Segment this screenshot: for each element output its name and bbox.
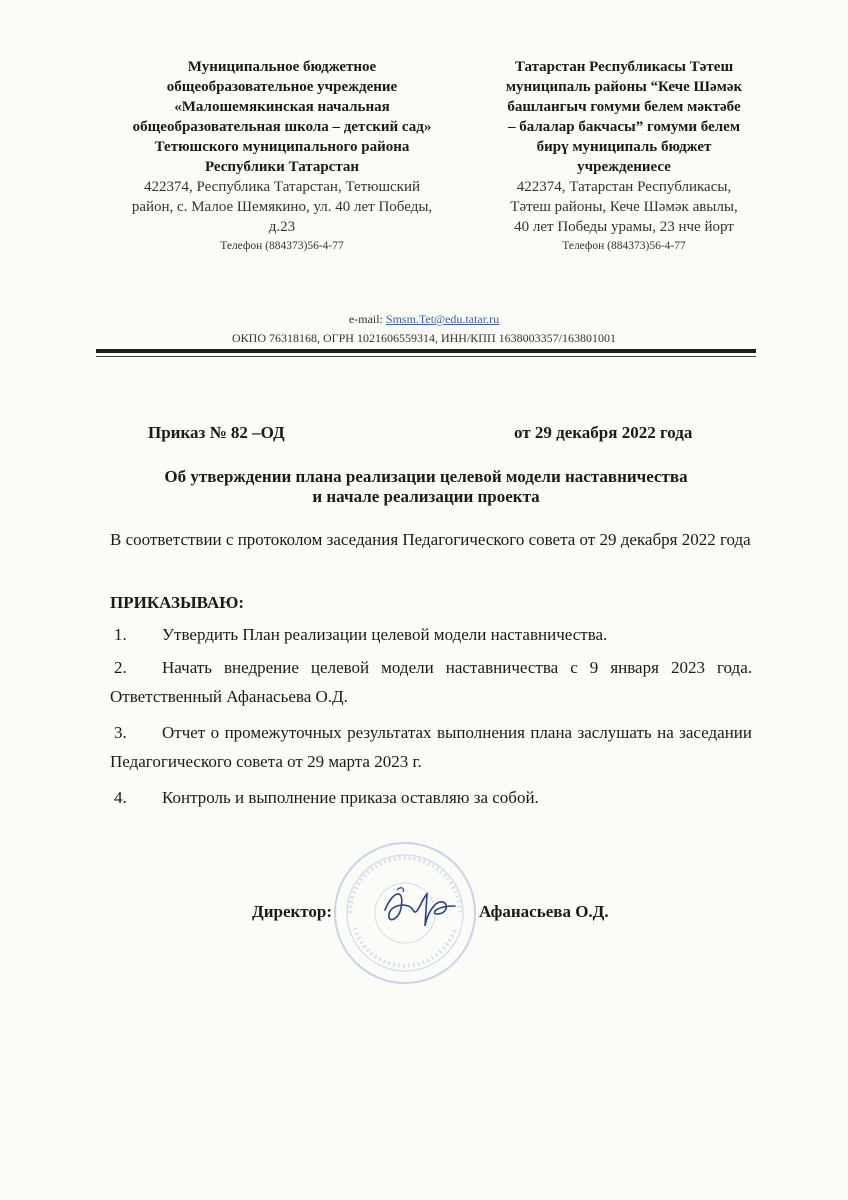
header-left-line: Тетюшского муниципального района (154, 139, 410, 155)
header-left-line: общеобразовательная школа – детский сад» (132, 119, 432, 135)
order-item (110, 718, 752, 776)
header-right-address: Тәтеш районы, Кече Шәмәк авылы, (510, 199, 738, 215)
order-title (120, 467, 732, 507)
email-line (0, 312, 848, 327)
order-item-text: Утвердить План реализации целевой модели наставничества. (162, 625, 608, 644)
signature-label: Директор: (252, 902, 333, 921)
header-right-block (483, 57, 765, 255)
order-title-line: Об утверждении плана реализации целевой модели наставничества (164, 467, 688, 486)
header-left-block (108, 57, 456, 255)
order-directive: ПРИКАЗЫВАЮ: (110, 593, 245, 612)
header-right-line: бирү муниципаль бюджет (536, 139, 712, 155)
header-left-address: д.23 (268, 219, 296, 235)
order-item (110, 653, 752, 711)
order-date: от 29 декабря 2022 года (514, 423, 693, 442)
header-left-phone: Телефон (884373)56-4-77 (220, 240, 344, 252)
order-item-number: 2. (114, 658, 127, 677)
order-number: Приказ № 82 –ОД (148, 423, 285, 442)
header-left-line: Муниципальное бюджетное (187, 59, 377, 75)
header-right-line: – балалар бакчасы” гомуми белем (507, 119, 741, 135)
email-label: e-mail: (348, 312, 383, 326)
header-left-line: Республики Татарстан (204, 159, 360, 175)
order-item-number: 3. (114, 723, 127, 742)
signature-name: Афанасьева О.Д. (479, 902, 609, 921)
header-divider-thin (96, 356, 756, 357)
director-signature (375, 880, 465, 940)
order-item-text: Начать внедрение целевой модели наставничества с 9 января 2023 года. Ответственный Афанасьева О.Д. (110, 658, 752, 706)
header-left-address: 422374, Республика Татарстан, Тетюшский (144, 179, 420, 195)
order-item-text: Отчет о промежуточных результатах выполнения плана заслушать на заседании Педагогического совета от 29 марта 2023 г. (110, 723, 752, 771)
order-title-line: и начале реализации проекта (312, 487, 540, 506)
header-right-phone: Телефон (884373)56-4-77 (562, 240, 686, 252)
header-left-address: район, с. Малое Шемякино, ул. 40 лет Победы, (131, 199, 433, 215)
order-item-number: 4. (114, 788, 127, 807)
order-item (110, 783, 752, 812)
header-right-line: муниципаль районы “Кече Шәмәк (505, 79, 743, 95)
header-divider-thick (96, 349, 756, 353)
order-item (110, 620, 752, 649)
header-right-address: 40 лет Победы урамы, 23 нче йорт (514, 219, 734, 235)
header-left-line: общеобразовательное учреждение (166, 79, 398, 95)
registry-numbers: ОКПО 76318168, ОГРН 1021606559314, ИНН/КПП 1638003357/163801001 (232, 331, 616, 345)
header-left-line: «Малошемякинская начальная (174, 99, 390, 115)
header-right-line: учреждениесе (577, 159, 671, 175)
header-right-line: Татарстан Республикасы Тәтеш (514, 59, 734, 75)
order-intro: В соответствии с протоколом заседания Педагогического совета от 29 декабря 2022 года (110, 530, 751, 549)
email-link[interactable]: Smsm.Tet@edu.tatar.ru (385, 312, 500, 326)
header-right-address: 422374, Татарстан Республикасы, (516, 179, 732, 195)
order-item-number: 1. (114, 625, 127, 644)
order-item-text: Контроль и выполнение приказа оставляю за собой. (162, 788, 539, 807)
header-right-line: башлангыч гомуми белем мәктәбе (507, 99, 741, 115)
